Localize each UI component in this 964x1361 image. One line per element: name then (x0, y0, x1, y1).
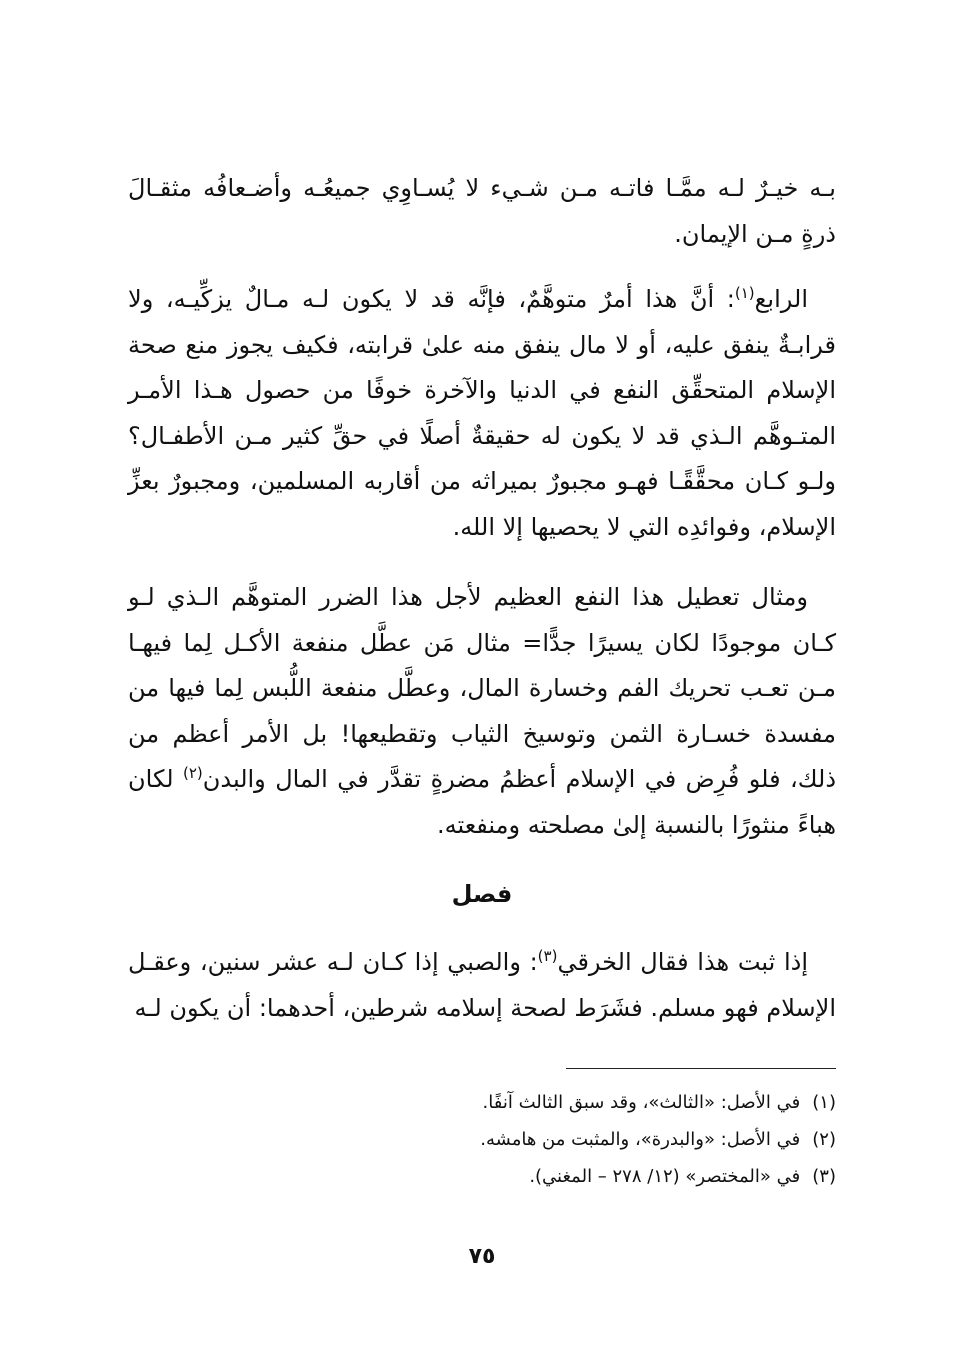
paragraph-text: بـه خيـرٌ لـه ممَّـا فاتـه مـن شـيء لا يُسـاوِي جميعُـه وأضـعافُه مثقـالَ ذرةٍ مـن الإيمان. (128, 174, 836, 248)
paragraph-body (128, 277, 836, 550)
paragraph-text-rest: : والصبي إذا كـان لـه عشر سنين، وعقـل الإسلام فهو مسلم. فشَرَط لصحة إسلامه شرطين، أحدهما: أن يكون لـه (128, 948, 836, 1022)
paragraph-text-start: إذا ثبت هذا فقال الخرقي (557, 948, 808, 976)
footnote-item (128, 1084, 836, 1121)
paragraph-text-rest: لكان هباءً منثورًا بالنسبة إلىٰ مصلحته ومنفعته. (128, 765, 836, 839)
paragraph-text-start: الرابع (754, 285, 808, 313)
paragraph-continuation (128, 166, 836, 257)
footnote-text: في الأصل: «والبدرة»، والمثبت من هامشه. (480, 1129, 801, 1150)
footnote-text: في «المختصر» (١٢/ ٢٧٨ – المغني). (529, 1166, 801, 1187)
paragraph-example (128, 575, 836, 848)
footnote-number: (٢) (812, 1129, 836, 1150)
paragraph-section-start (128, 940, 836, 1031)
paragraph-fourth-point (128, 277, 836, 550)
page-number: ٧٥ (468, 1244, 496, 1269)
paragraph-body (128, 575, 836, 848)
footnote-text: في الأصل: «الثالث»، وقد سبق الثالث آنفًا. (482, 1092, 801, 1113)
section-heading: فصل (451, 880, 513, 908)
paragraph-body (128, 940, 836, 1031)
footnote-item (128, 1121, 836, 1158)
footnote-number: (١) (812, 1092, 836, 1113)
footnote-divider (566, 1068, 836, 1069)
footnote-item (128, 1158, 836, 1195)
footnote-ref-3[interactable]: (٣) (537, 947, 558, 965)
paragraph-text-start: ومثال تعطيل هذا النفع العظيم لأجل هذا الضرر المتوهَّم الـذي لـو كـان موجودًا لكان يسيرًا جدًّا= مثال مَن عطَّل منفعة الأكـل لِما فيهـا مـن تعـب تحريك الفم وخسارة المال، وعطَّل منفعة اللُّبس لِما فيها من مفسدة خسـارة الثمن وتوسيخ الثياب وتقطيعها! بل الأمر أعظم من ذلك، فلو فُرِض في الإسلام أعظمُ مضرةٍ تقدَّر في المال والبدن (128, 583, 837, 793)
footnote-ref-2[interactable]: (٢) (182, 764, 203, 782)
paragraph-text-rest: : أنَّ هذا أمرٌ متوهَّمٌ، فإنَّه قد لا يكون لـه مـالٌ يزكِّيـه، ولا قرابـةٌ ينفق عليه، أو لا مال ينفق منه علىٰ قرابته، فكيف يجوز منع صحة الإسلام المتحقِّق النفع في الدنيا والآخرة خوفًا من حصول هـذا الأمـر المتـوهَّم الـذي قد لا يكون له حقيقةٌ أصلًا في حقِّ كثير مـن الأطفـال؟ ولـو كـان محقَّقًـا فهـو مجبورٌ بميراثه من أقاربه المسلمين، ومجبورٌ بعزِّ الإسلام، وفوائدِه التي لا يحصيها إلا الله. (128, 285, 836, 541)
footnotes-list (128, 1084, 836, 1195)
footnote-number: (٣) (812, 1166, 836, 1187)
footnote-ref-1[interactable]: (١) (734, 284, 755, 302)
